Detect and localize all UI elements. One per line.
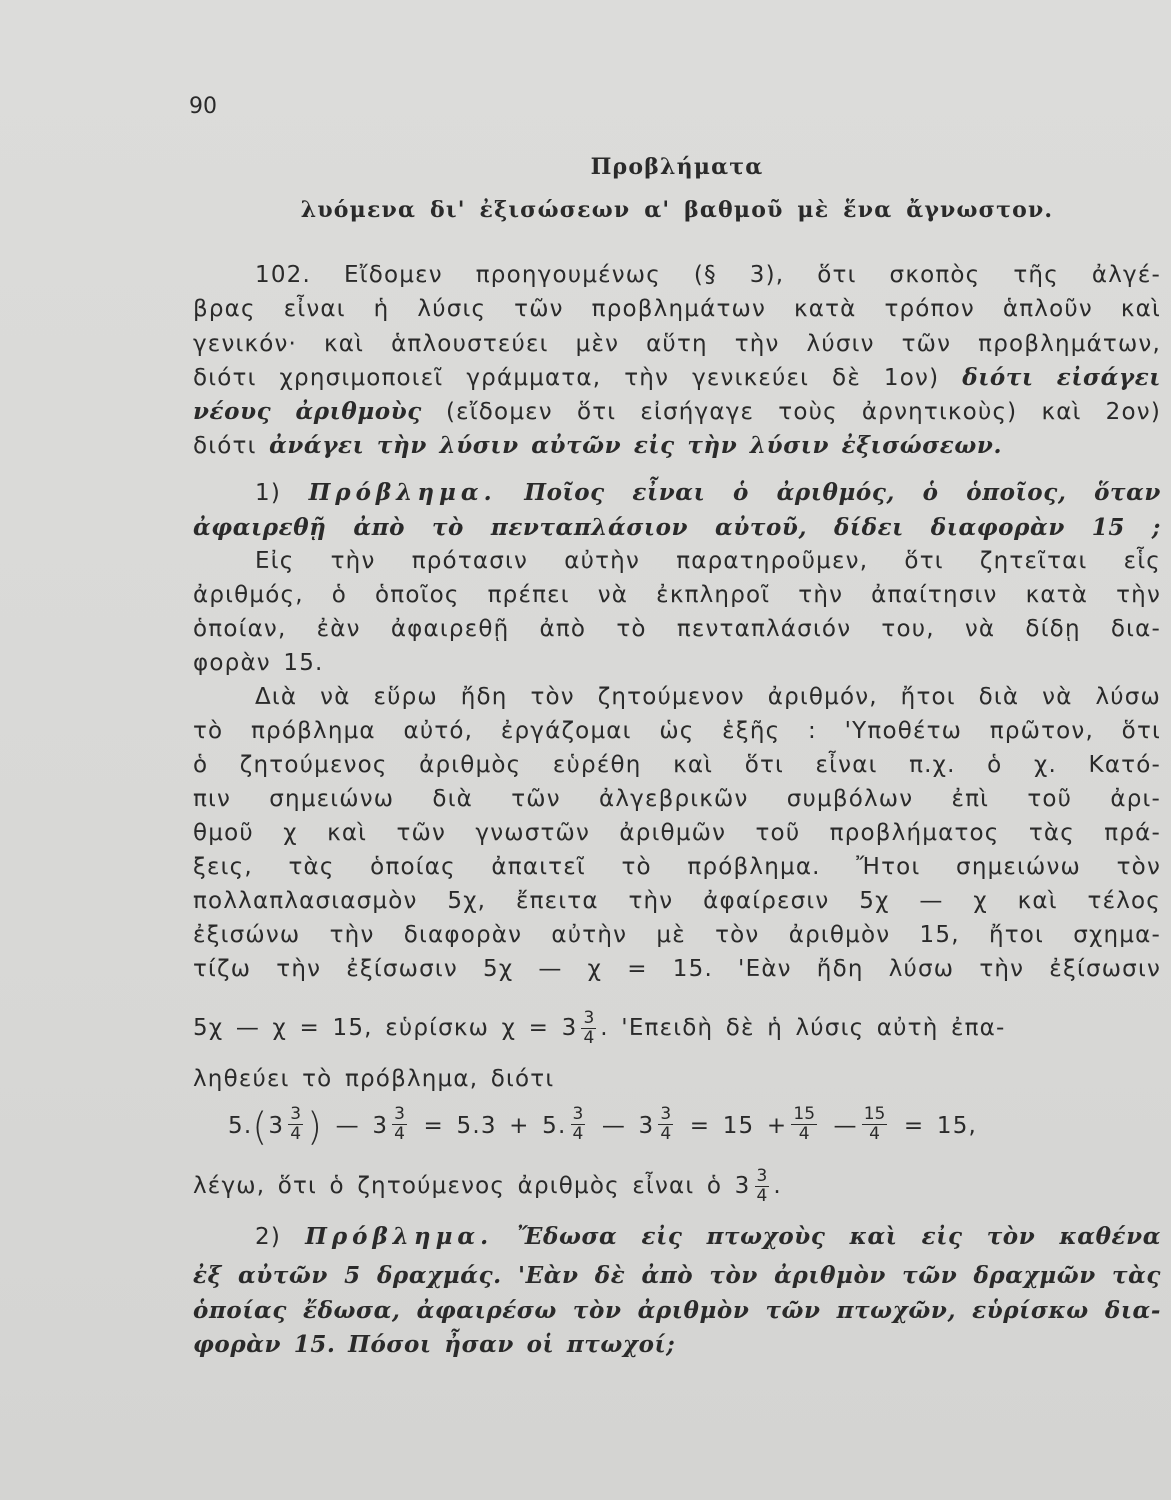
section-subtitle: λυόμενα δι' ἐξισώσεων α' βαθμοῦ μὲ ἕνα ἄγνωστον.: [300, 197, 1054, 223]
problem-label: Πρόβλημα.: [308, 479, 497, 506]
para-102-line: [193, 397, 1161, 427]
emphasis-run: νέους ἀριθμοὺς: [193, 398, 422, 425]
fraction: $\frac{15}{4}$: [863, 1104, 886, 1144]
text-run: . 'Επειδὴ δὲ ἡ λύσις αὐτὴ ἐπα-: [600, 1015, 1006, 1041]
emphasis-run: διότι εἰσάγει: [962, 364, 1162, 391]
problem-question-line: ὁποίας ἔδωσα, ἀφαιρέσω τὸν ἀριθμὸν τῶν πτωχῶν, εὑρίσκω δια-: [193, 1297, 1161, 1324]
text-run: 5χ — χ = 15, εὑρίσκω χ = 3: [193, 1015, 578, 1041]
solution-line: θμοῦ χ καὶ τῶν γνωστῶν ἀριθμῶν τοῦ προβλήματος τὰς πρά-: [193, 820, 1161, 846]
solution-line: ὁ ζητούμενος ἀριθμὸς εὑρέθη καὶ ὅτι εἶναι π.χ. ὁ χ. Κατό-: [193, 752, 1161, 778]
para-102-line: 102. Εἴδομεν προηγουμένως (§ 3), ὅτι σκοπὸς τῆς ἀλγέ-: [255, 262, 1161, 288]
problem-question-line: ἀφαιρεθῇ ἀπὸ τὸ πενταπλάσιον αὐτοῦ, δίδει διαφορὰν 15 ;: [193, 514, 1161, 541]
verification-equation: 5.(3 $\frac{3}{4}$ ) — 3 $\frac{3}{4}$ = 5.3 + 5. $\frac{3}{4}$ — 3 $\frac{3}{4}$ = 15 + $\frac{15}{4}$ — $\frac{15}{4}$ = 15,: [228, 1104, 978, 1149]
solution-line-with-fraction: [193, 1004, 1161, 1052]
problem-1-line: ἀριθμός, ὁ ὁποῖος πρέπει νὰ ἐκπληροῖ τὴν ἀπαίτησιν κατὰ τὴν: [193, 582, 1161, 608]
problem-1-heading: [193, 478, 1161, 508]
fraction: $\frac{3}{4}$: [572, 1104, 584, 1144]
text-run: διότι: [193, 433, 270, 459]
solution-line: πολλαπλασιασμὸν 5χ, ἔπειτα τὴν ἀφαίρεσιν 5χ — χ καὶ τέλος: [193, 888, 1161, 914]
solution-line: τίζω τὴν ἐξίσωσιν 5χ — χ = 15. 'Εὰν ἤδη λύσω τὴν ἐξίσωσιν: [193, 956, 1161, 982]
solution-line: ληθεύει τὸ πρόβλημα, διότι: [193, 1066, 555, 1092]
problem-number: 1): [255, 480, 309, 506]
para-102-line: [193, 431, 1161, 461]
problem-question-line: ἐξ αὐτῶν 5 δραχμάς. 'Εὰν δὲ ἀπὸ τὸν ἀριθμὸν τῶν δραχμῶν τὰς: [193, 1262, 1161, 1289]
para-102-line: [193, 363, 1161, 393]
fraction: $\frac{15}{4}$: [793, 1104, 816, 1144]
problem-2-heading: [193, 1222, 1161, 1252]
page-number: 90: [189, 94, 217, 119]
problem-question: Ἔδωσα εἰς πτωχοὺς καὶ εἰς τὸν καθένα: [493, 1223, 1161, 1250]
para-102-line: βρας εἶναι ἡ λύσις τῶν προβλημάτων κατὰ τρόπον ἁπλοῦν καὶ: [193, 296, 1161, 322]
problem-1-line: φορὰν 15.: [193, 650, 324, 676]
solution-line: πιν σημειώνω διὰ τῶν ἀλγεβρικῶν συμβόλων ἐπὶ τοῦ ἀρι-: [193, 786, 1161, 812]
solution-line: ξεις, τὰς ὁποίας ἀπαιτεῖ τὸ πρόβλημα. Ἤτοι σημειώνω τὸν: [193, 854, 1161, 880]
fraction: $\frac{3}{4}$: [660, 1104, 672, 1144]
emphasis-run: ἀνάγει τὴν λύσιν αὐτῶν εἰς τὴν λύσιν ἐξισώσεων.: [269, 432, 1003, 459]
problem-number: 2): [255, 1224, 306, 1250]
conclusion-line: λέγω, ὅτι ὁ ζητούμενος ἀριθμὸς εἶναι ὁ 3 $\frac{3}{4}$ .: [193, 1166, 782, 1206]
fraction: $\frac{3}{4}$: [290, 1104, 302, 1144]
problem-question-line: φορὰν 15. Πόσοι ἦσαν οἱ πτωχοί;: [193, 1331, 676, 1358]
solution-line: ἐξισώνω τὴν διαφορὰν αὐτὴν μὲ τὸν ἀριθμὸν 15, ἤτοι σχημα-: [193, 922, 1161, 948]
section-title: Προβλήματα: [590, 154, 764, 180]
text-run: (εἴδομεν ὅτι εἰσήγαγε τοὺς ἀρνητικοὺς) καὶ 2ον): [421, 399, 1161, 425]
text-run: διότι χρησιμοποιεῖ γράμματα, τὴν γενικεύει δὲ 1ον): [193, 365, 963, 391]
fraction: $\frac{3}{4}$: [394, 1104, 405, 1144]
problem-question: Ποῖος εἶναι ὁ ἀριθμός, ὁ ὁποῖος, ὅταν: [496, 479, 1161, 506]
solution-line: τὸ πρόβλημα αὐτό, ἐργάζομαι ὡς ἑξῆς : 'Υποθέτω πρῶτον, ὅτι: [193, 718, 1161, 744]
solution-line: Διὰ νὰ εὕρω ἤδη τὸν ζητούμενον ἀριθμόν, ἤτοι διὰ νὰ λύσω: [255, 684, 1161, 710]
para-102-line: γενικόν· καὶ ἁπλουστεύει μὲν αὕτη τὴν λύσιν τῶν προβλημάτων,: [193, 331, 1161, 357]
fraction: $\frac{3}{4}$: [583, 1008, 595, 1048]
problem-1-line: Εἰς τὴν πρότασιν αὐτὴν παρατηροῦμεν, ὅτι ζητεῖται εἷς: [255, 548, 1161, 574]
problem-label: Πρόβλημα.: [305, 1223, 494, 1250]
problem-1-line: ὁποίαν, ἐὰν ἀφαιρεθῇ ἀπὸ τὸ πενταπλάσιόν του, νὰ δίδῃ δια-: [193, 616, 1161, 642]
fraction: $\frac{3}{4}$: [756, 1166, 768, 1206]
